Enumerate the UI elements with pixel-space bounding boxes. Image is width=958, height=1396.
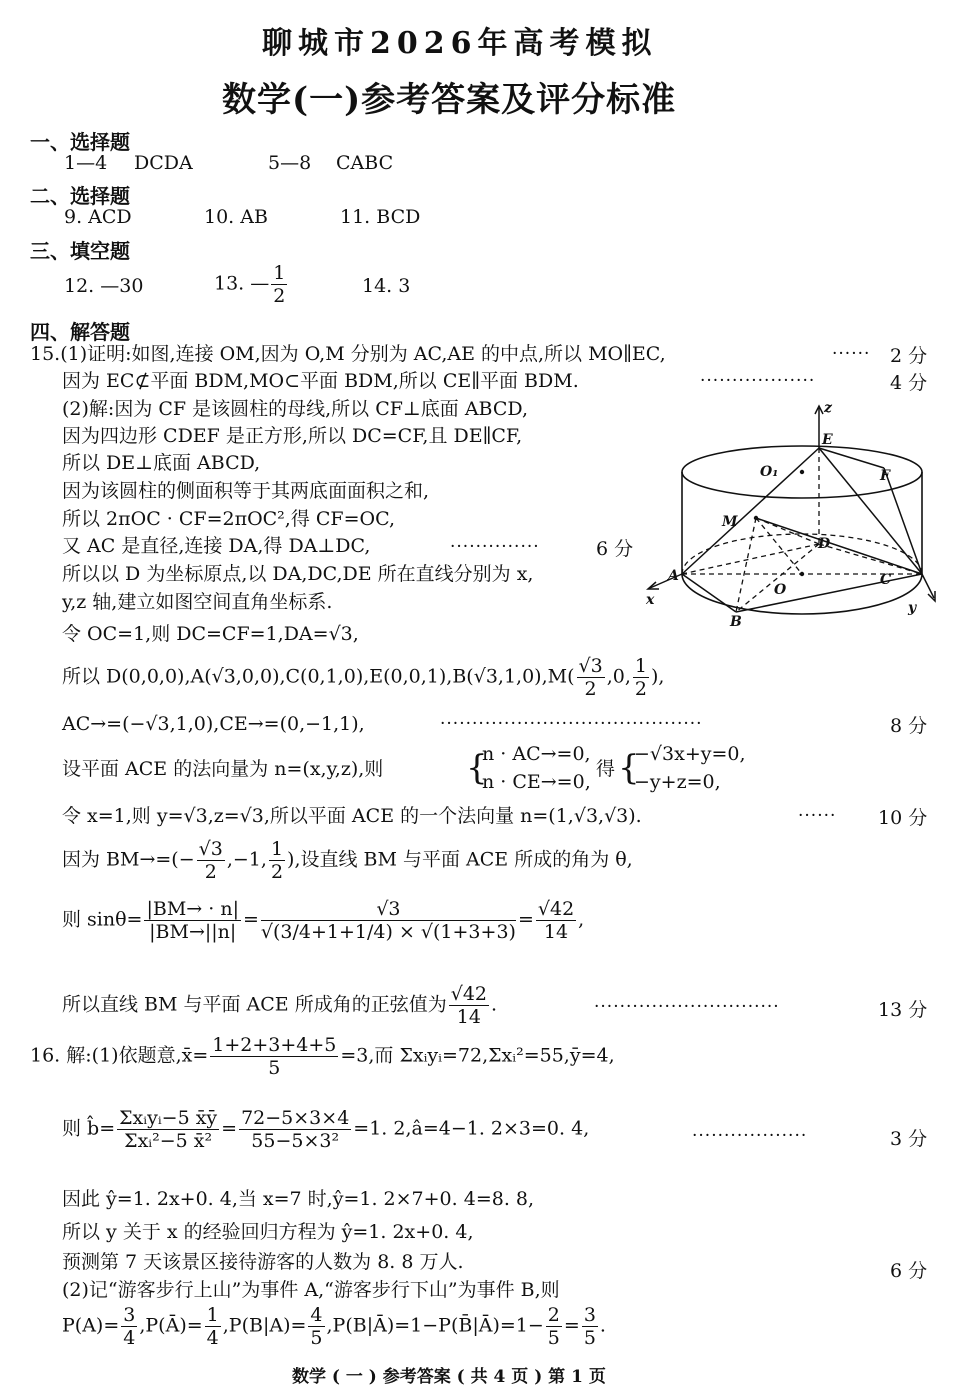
solution-line: 因为四边形 CDEF 是正方形,所以 DC=CF,且 DE∥CF,	[62, 425, 523, 447]
label-B: B	[730, 614, 742, 630]
label-C: C	[880, 572, 892, 588]
answer-value: 12. —30	[64, 275, 144, 297]
solution-line: 15.(1)证明:如图,连接 OM,因为 O,M 分别为 AC,AE 的中点,所以 MO∥EC,	[30, 343, 666, 365]
dot-leader: ··················	[692, 1126, 808, 1146]
solution-line: 则 sinθ= $\frac{|BM\to \cdot n|}{|BM\to||n|}$ = $\frac{√3}{√(3/4+1+1/4) \times √(1+3+3)}$ = $\frac{√42}{14}$ ,	[62, 898, 585, 943]
section-heading: 四、解答题	[30, 320, 130, 344]
brace: {	[466, 748, 488, 788]
solution-line: 所以 y 关于 x 的经验回归方程为 ŷ=1. 2x+0. 4,	[62, 1221, 474, 1243]
solution-line: 得	[596, 758, 616, 780]
label-O: O	[774, 582, 787, 598]
answer-label: 5—8	[268, 152, 312, 174]
solution-line: 设平面 ACE 的法向量为 n=(x,y,z),则	[62, 758, 384, 780]
answer-value: 11. BCD	[340, 206, 421, 228]
section-heading: 二、选择题	[30, 184, 130, 208]
solution-line: y,z 轴,建立如图空间直角坐标系.	[62, 591, 333, 613]
answer-label: 1—4	[64, 152, 108, 174]
segment-BC	[736, 574, 922, 612]
label-y: y	[908, 600, 917, 616]
label-E: E	[822, 432, 833, 448]
solution-line: 所以直线 BM 与平面 ACE 所成角的正弦值为 $\frac{√42}{14}$ .	[62, 983, 498, 1028]
section-heading: 一、选择题	[30, 130, 130, 154]
solution-line: 令 OC=1,则 DC=CF=1,DA=√3,	[62, 623, 359, 645]
point-O	[800, 572, 804, 576]
solution-line: 因此 ŷ=1. 2x+0. 4,当 x=7 时,ŷ=1. 2×7+0. 4=8. 8,	[62, 1188, 535, 1210]
score: 6 分	[890, 1260, 928, 1282]
score: 3 分	[890, 1128, 928, 1150]
solution-line: 所以 D(0,0,0),A(√3,0,0),C(0,1,0),E(0,0,1),B(√3,1,0),M( $\frac{√3}{2}$ ,0, $\frac{1}{2}$ ),	[62, 655, 665, 700]
page-footer: 数学 ( 一 ) 参考答案 ( 共 4 页 ) 第 1 页	[292, 1367, 606, 1387]
solution-line: (2)记“游客步行上山”为事件 A,“游客步行下山”为事件 B,则	[62, 1279, 560, 1301]
brace: {	[618, 748, 640, 788]
solution-line: 16. 解:(1)依题意,x̄= $\frac{1+2+3+4+5}{5}$ =3,而 Σxᵢyᵢ=72,Σxᵢ²=55,ȳ=4,	[30, 1034, 615, 1079]
solution-line: 预测第 7 天该景区接待游客的人数为 8. 8 万人.	[62, 1251, 464, 1273]
score: 2 分	[890, 345, 928, 367]
solution-line: n · AC→=0,	[482, 743, 591, 765]
solution-line: 所以 DE⊥底面 ABCD,	[62, 452, 261, 474]
solution-line: 因为该圆柱的侧面积等于其两底面面积之和,	[62, 480, 430, 502]
dot-leader: ··················	[700, 371, 816, 391]
section-heading: 三、填空题	[30, 239, 130, 263]
solution-line: 因为 EC⊄平面 BDM,MO⊂平面 BDM,所以 CE∥平面 BDM.	[62, 370, 579, 392]
label-D: D	[818, 536, 831, 552]
point-O1	[800, 470, 804, 474]
label-x: x	[646, 592, 655, 608]
solution-line: n · CE→=0,	[482, 771, 591, 793]
score: 13 分	[878, 999, 928, 1021]
solution-line: −y+z=0,	[634, 771, 721, 793]
dot-leader: ·····························	[594, 997, 780, 1017]
score: 4 分	[890, 372, 928, 394]
label-F: F	[880, 468, 890, 484]
solution-line: −√3x+y=0,	[634, 743, 746, 765]
answer-value: 13. — $\frac{1}{2}$	[214, 262, 286, 307]
page-subtitle: 数学(一)参考答案及评分标准	[222, 80, 677, 120]
page-title: 聊城市2026年高考模拟	[262, 26, 658, 61]
solution-line: 令 x=1,则 y=√3,z=√3,所以平面 ACE 的一个法向量 n=(1,√3,√3).	[62, 805, 642, 827]
point-M	[754, 516, 758, 520]
answer-value: 10. AB	[204, 206, 268, 228]
label-O1: O₁	[760, 464, 779, 480]
solution-line: 又 AC 是直径,连接 DA,得 DA⊥DC,	[62, 535, 371, 557]
label-A: A	[668, 568, 679, 584]
segment-MC	[756, 518, 922, 574]
dot-leader: ··············	[450, 537, 540, 557]
segment-AB	[682, 574, 736, 612]
score: 8 分	[890, 715, 928, 737]
segment-AE	[682, 448, 819, 574]
answer-value: DCDA	[134, 152, 193, 174]
dot-leader: ······	[798, 806, 837, 826]
label-z: z	[824, 400, 832, 416]
answer-value: 9. ACD	[64, 206, 132, 228]
solution-line: (2)解:因为 CF 是该圆柱的母线,所以 CF⊥底面 ABCD,	[62, 398, 528, 420]
dot-leader: ·········································	[440, 714, 703, 734]
cylinder-figure	[636, 398, 940, 634]
solution-line: AC→=(−√3,1,0),CE→=(0,−1,1),	[62, 713, 365, 735]
dot-leader: ······	[832, 344, 871, 364]
solution-line: 因为 BM→=(− $\frac{√3}{2}$ ,−1, $\frac{1}{2}$ ),设直线 BM 与平面 ACE 所成的角为 θ,	[62, 838, 633, 883]
solution-line: 所以以 D 为坐标原点,以 DA,DC,DE 所在直线分别为 x,	[62, 563, 534, 585]
score: 6 分	[596, 538, 634, 560]
score: 10 分	[878, 807, 928, 829]
solution-line: 所以 2πOC · CF=2πOC²,得 CF=OC,	[62, 508, 395, 530]
answer-value: 14. 3	[362, 275, 411, 297]
solution-line: 则 b̂= Σxᵢyᵢ−5 x̄ȳ Σxᵢ²−5 x̄² = $\frac{72-5\times 3\times 4}{\text{55−5×3²}}$ =1. 2,â=4−1. 2×3=0. 4,	[62, 1107, 590, 1152]
solution-line: P(A)= $\frac{3}{4}$ ,P(Ā)= $\frac{1}{4}$ ,P(B|A)= $\frac{4}{5}$ ,P(B|Ā)=1−P(B̄|Ā)=1− $\frac{2}{5}$ = $\frac{3}{5}$ .	[62, 1304, 606, 1349]
label-M: M	[722, 514, 738, 530]
answer-value: CABC	[336, 152, 394, 174]
segment-EC	[819, 448, 922, 574]
